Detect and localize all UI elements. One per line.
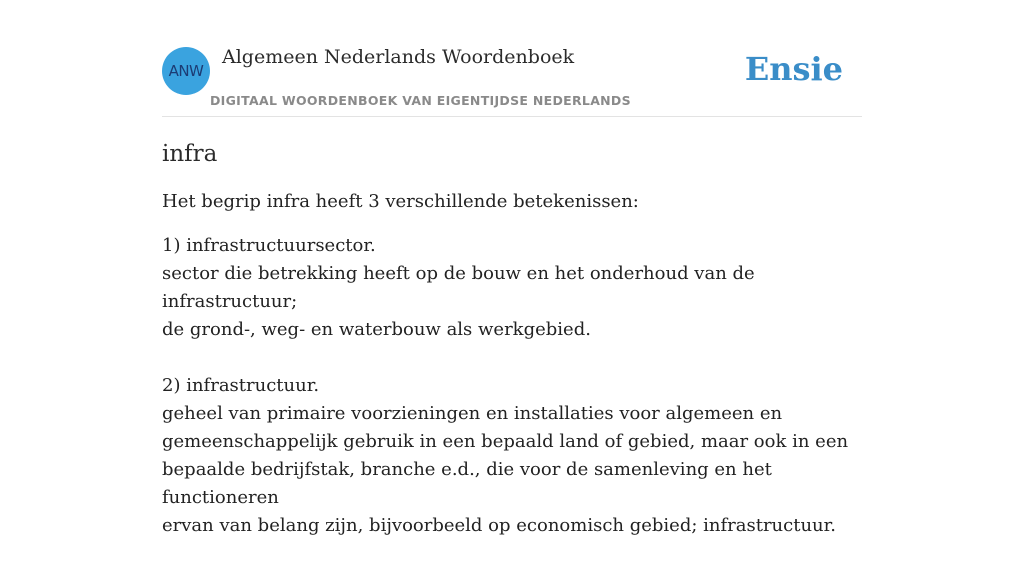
meaning-heading: 2) infrastructuur. (162, 375, 320, 396)
entry-intro: Het begrip infra heeft 3 verschillende betekenissen: (162, 191, 639, 212)
meaning-heading: 1) infrastructuursector. (162, 235, 376, 256)
dictionary-title[interactable]: Algemeen Nederlands Woordenboek (222, 46, 575, 68)
dictionary-subtitle: DIGITAAL WOORDENBOEK VAN EIGENTIJDSE NEDERLANDS (210, 93, 631, 108)
meaning-1 (162, 232, 862, 344)
meaning-2 (162, 372, 862, 540)
anw-logo[interactable] (162, 47, 210, 95)
meaning-line: geheel van primaire voorzieningen en installaties voor algemeen en (162, 403, 783, 424)
site-header (162, 46, 862, 117)
entry-content (162, 136, 862, 568)
ensie-brand-link[interactable]: Ensie (744, 50, 843, 88)
meaning-line: ervan van belang zijn, bijvoorbeeld op economisch gebied; infrastructuur. (162, 515, 836, 536)
meaning-line: gemeenschappelijk gebruik in een bepaald land of gebied, maar ook in een (162, 431, 849, 452)
meaning-line: bepaalde bedrijfstak, branche e.d., die voor de samenleving en het functioneren (162, 459, 772, 508)
entry-word: infra (162, 141, 218, 167)
logo-text: ANW (168, 62, 204, 80)
meaning-line: de grond-, weg- en waterbouw als werkgebied. (162, 319, 591, 340)
meaning-line: sector die betrekking heeft op de bouw en het onderhoud van de infrastructuur; (162, 263, 755, 312)
